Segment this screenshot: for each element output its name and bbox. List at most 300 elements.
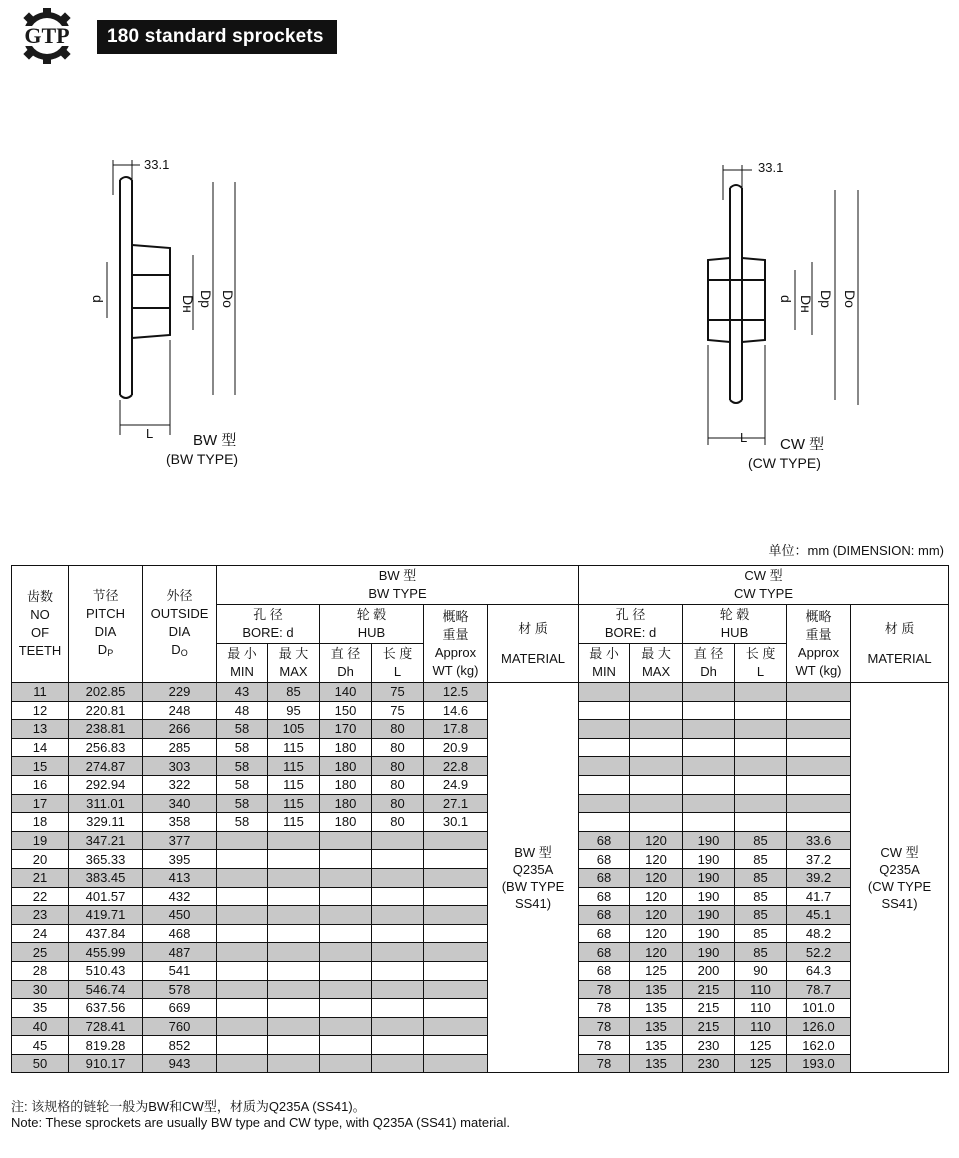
- table-cell: 413: [143, 868, 217, 887]
- header-bw-bore-max: 最 大 MAX: [268, 644, 320, 683]
- table-cell: [217, 1054, 268, 1073]
- table-cell: 80: [372, 775, 424, 794]
- table-cell: 37.2: [787, 850, 851, 869]
- logo-text: GTP: [24, 23, 70, 48]
- table-cell: 85: [735, 924, 787, 943]
- table-cell: [320, 831, 372, 850]
- table-cell: 48.2: [787, 924, 851, 943]
- header-cw-bore-min: 最 小 MIN: [579, 644, 630, 683]
- table-cell: 274.87: [69, 757, 143, 776]
- table-cell: 115: [268, 775, 320, 794]
- bw-label-dp: Dp: [198, 290, 214, 308]
- table-cell: 68: [579, 906, 630, 925]
- table-row: [12, 701, 949, 720]
- table-cell: 58: [217, 738, 268, 757]
- table-cell: 85: [268, 683, 320, 702]
- spec-table-body: [12, 683, 949, 1073]
- table-cell: 541: [143, 961, 217, 980]
- table-row: [12, 720, 949, 739]
- table-cell: 135: [630, 980, 683, 999]
- table-cell: 24: [12, 924, 69, 943]
- table-cell: 33.6: [787, 831, 851, 850]
- page-title: 180 standard sprockets: [97, 20, 337, 54]
- table-cell: [424, 980, 488, 999]
- cw-label-d: d: [778, 295, 794, 303]
- table-cell: [268, 887, 320, 906]
- table-cell: [579, 683, 630, 702]
- table-cell: 40: [12, 1017, 69, 1036]
- header-cw-weight: 概略 重量 Approx WT (kg): [787, 605, 851, 683]
- table-cell: 432: [143, 887, 217, 906]
- sprocket-spec-table: [11, 565, 949, 1073]
- table-cell: 190: [683, 850, 735, 869]
- table-cell: [320, 961, 372, 980]
- table-cell: [268, 850, 320, 869]
- table-cell: 238.81: [69, 720, 143, 739]
- table-cell: 135: [630, 1054, 683, 1073]
- header-bw-group: BW 型 BW TYPE: [217, 566, 579, 605]
- table-cell: 180: [320, 738, 372, 757]
- table-row: [12, 961, 949, 980]
- table-cell: [320, 887, 372, 906]
- table-row: [12, 794, 949, 813]
- table-cell: 14: [12, 738, 69, 757]
- table-cell: 120: [630, 850, 683, 869]
- header-bw-weight: 概略 重量 Approx WT (kg): [424, 605, 488, 683]
- table-cell: 140: [320, 683, 372, 702]
- table-cell: 22.8: [424, 757, 488, 776]
- table-cell: 229: [143, 683, 217, 702]
- table-cell: 230: [683, 1054, 735, 1073]
- table-cell: 41.7: [787, 887, 851, 906]
- table-row: [12, 813, 949, 832]
- table-cell: 377: [143, 831, 217, 850]
- table-cell: 64.3: [787, 961, 851, 980]
- table-cell: [320, 980, 372, 999]
- table-row: [12, 831, 949, 850]
- table-cell: 256.83: [69, 738, 143, 757]
- table-cell: 75: [372, 683, 424, 702]
- table-cell: 12.5: [424, 683, 488, 702]
- table-cell: [320, 868, 372, 887]
- table-cell: [787, 738, 851, 757]
- bw-label-d: d: [90, 295, 106, 303]
- table-cell: 21: [12, 868, 69, 887]
- table-cell: 43: [217, 683, 268, 702]
- table-cell: [217, 961, 268, 980]
- table-row: [12, 924, 949, 943]
- table-cell: [268, 961, 320, 980]
- table-cell: 115: [268, 738, 320, 757]
- table-cell: 27.1: [424, 794, 488, 813]
- header-bw-hub: 轮 毂 HUB: [320, 605, 424, 644]
- table-cell: 20: [12, 850, 69, 869]
- bw-caption-cn: BW 型: [193, 432, 237, 449]
- table-cell: 819.28: [69, 1036, 143, 1055]
- table-cell: 48: [217, 701, 268, 720]
- table-cell: [372, 887, 424, 906]
- table-cell: 50: [12, 1054, 69, 1073]
- table-cell: [372, 1036, 424, 1055]
- table-cell: [630, 683, 683, 702]
- bw-label-l: L: [146, 426, 154, 441]
- table-cell: [683, 813, 735, 832]
- table-cell: [579, 775, 630, 794]
- table-cell: [320, 1036, 372, 1055]
- table-cell: [424, 850, 488, 869]
- table-cell: 135: [630, 1036, 683, 1055]
- table-cell: 248: [143, 701, 217, 720]
- table-cell: 95: [268, 701, 320, 720]
- table-row: [12, 943, 949, 962]
- cw-type-drawing: [700, 150, 920, 480]
- table-cell: [735, 757, 787, 776]
- table-cell: [579, 813, 630, 832]
- table-cell: 68: [579, 831, 630, 850]
- table-cell: 15: [12, 757, 69, 776]
- table-cell: [217, 1017, 268, 1036]
- table-cell: 200: [683, 961, 735, 980]
- table-cell: 125: [735, 1036, 787, 1055]
- table-cell: 450: [143, 906, 217, 925]
- table-cell: [683, 775, 735, 794]
- gtp-logo: [10, 8, 84, 64]
- table-cell: 68: [579, 961, 630, 980]
- table-cell: [372, 980, 424, 999]
- table-cell: 230: [683, 1036, 735, 1055]
- table-cell: 340: [143, 794, 217, 813]
- table-cell: 30.1: [424, 813, 488, 832]
- table-cell: 68: [579, 850, 630, 869]
- table-cell: [630, 757, 683, 776]
- table-cell: 347.21: [69, 831, 143, 850]
- table-cell: [787, 794, 851, 813]
- table-cell: 16: [12, 775, 69, 794]
- bw-label-dh: Dн: [180, 295, 196, 313]
- bw-caption-en: (BW TYPE): [166, 451, 239, 467]
- table-cell: 852: [143, 1036, 217, 1055]
- table-cell: [372, 906, 424, 925]
- table-row: [12, 1017, 949, 1036]
- table-cell: [630, 701, 683, 720]
- table-cell: [683, 720, 735, 739]
- table-row: [12, 738, 949, 757]
- table-cell: 180: [320, 794, 372, 813]
- header-cw-hub-dia: 直 径 Dh: [683, 644, 735, 683]
- table-cell: 120: [630, 887, 683, 906]
- header-cw-material: 材 质 MATERIAL: [851, 605, 949, 683]
- table-cell: 85: [735, 906, 787, 925]
- table-cell: 90: [735, 961, 787, 980]
- table-row: [12, 1036, 949, 1055]
- table-cell: 329.11: [69, 813, 143, 832]
- note-chinese: 注: 该规格的链轮一般为BW和CW型，材质为Q235A (SS41)。: [11, 1099, 366, 1114]
- table-cell: [787, 701, 851, 720]
- table-cell: [217, 906, 268, 925]
- table-cell: 135: [630, 1017, 683, 1036]
- table-cell: [268, 1054, 320, 1073]
- table-cell: [735, 701, 787, 720]
- table-cell: [372, 999, 424, 1018]
- table-cell: [683, 701, 735, 720]
- cw-label-dp: Dp: [818, 290, 834, 308]
- table-cell: 45.1: [787, 906, 851, 925]
- table-cell: [787, 683, 851, 702]
- table-cell: 292.94: [69, 775, 143, 794]
- table-cell: 120: [630, 943, 683, 962]
- table-cell: 190: [683, 831, 735, 850]
- table-cell: [735, 720, 787, 739]
- table-cell: [320, 999, 372, 1018]
- table-cell: 358: [143, 813, 217, 832]
- cw-label-do: Do: [842, 290, 858, 308]
- table-cell: 190: [683, 868, 735, 887]
- table-cell: 193.0: [787, 1054, 851, 1073]
- table-cell: 401.57: [69, 887, 143, 906]
- header-pitch-dia: 节径 PITCH DIA $D_P$: [69, 566, 143, 683]
- table-cell: [424, 906, 488, 925]
- table-cell: 115: [268, 794, 320, 813]
- table-row: [12, 906, 949, 925]
- table-cell: [268, 906, 320, 925]
- table-cell: 383.45: [69, 868, 143, 887]
- table-cell: 78: [579, 999, 630, 1018]
- table-cell: 78.7: [787, 980, 851, 999]
- table-cell: [217, 980, 268, 999]
- table-cell: 110: [735, 1017, 787, 1036]
- table-cell: 170: [320, 720, 372, 739]
- table-cell: [372, 961, 424, 980]
- table-cell: [424, 1017, 488, 1036]
- table-cell: 13: [12, 720, 69, 739]
- table-cell: [372, 850, 424, 869]
- table-cell: [424, 887, 488, 906]
- table-cell: 468: [143, 924, 217, 943]
- table-cell: [320, 1017, 372, 1036]
- note-english: Note: These sprockets are usually BW type and CW type, with Q235A (SS41) material.: [11, 1115, 511, 1130]
- table-cell: 68: [579, 943, 630, 962]
- table-cell: 578: [143, 980, 217, 999]
- table-cell: 39.2: [787, 868, 851, 887]
- table-cell: 101.0: [787, 999, 851, 1018]
- header-teeth: 齿数 NO OF TEETH: [12, 566, 69, 683]
- header-cw-group: CW 型 CW TYPE: [579, 566, 949, 605]
- bw-dim-top: 33.1: [144, 157, 170, 172]
- table-cell: [424, 831, 488, 850]
- table-cell: 365.33: [69, 850, 143, 869]
- table-cell: 120: [630, 831, 683, 850]
- table-cell: [630, 813, 683, 832]
- table-cell: 455.99: [69, 943, 143, 962]
- table-row: [12, 1054, 949, 1073]
- table-cell: [217, 850, 268, 869]
- table-row: [12, 999, 949, 1018]
- table-cell: 80: [372, 720, 424, 739]
- table-cell: 78: [579, 980, 630, 999]
- header-cw-bore: 孔 径 BORE: d: [579, 605, 683, 644]
- table-cell: 58: [217, 813, 268, 832]
- table-cell: [735, 813, 787, 832]
- table-cell: 115: [268, 757, 320, 776]
- table-row: [12, 868, 949, 887]
- table-cell: 25: [12, 943, 69, 962]
- header-cw-hub: 轮 毂 HUB: [683, 605, 787, 644]
- table-cell: 126.0: [787, 1017, 851, 1036]
- table-cell: [217, 868, 268, 887]
- table-cell: [268, 831, 320, 850]
- table-cell: 78: [579, 1054, 630, 1073]
- table-cell: 180: [320, 757, 372, 776]
- table-cell: 80: [372, 738, 424, 757]
- table-cell: 215: [683, 980, 735, 999]
- table-cell: 85: [735, 850, 787, 869]
- bw-type-drawing: [80, 150, 300, 480]
- table-cell: [787, 757, 851, 776]
- table-cell: [630, 794, 683, 813]
- table-cell: 18: [12, 813, 69, 832]
- table-cell: [320, 906, 372, 925]
- table-cell: 728.41: [69, 1017, 143, 1036]
- table-cell: 14.6: [424, 701, 488, 720]
- table-cell: [372, 943, 424, 962]
- table-cell: [217, 831, 268, 850]
- table-cell: 17.8: [424, 720, 488, 739]
- table-cell: 285: [143, 738, 217, 757]
- table-cell: 68: [579, 868, 630, 887]
- table-cell: 58: [217, 794, 268, 813]
- table-cell: 17: [12, 794, 69, 813]
- table-cell: 180: [320, 775, 372, 794]
- cw-caption-en: (CW TYPE): [748, 455, 821, 471]
- table-cell: [268, 999, 320, 1018]
- table-cell: 28: [12, 961, 69, 980]
- header-bw-bore-min: 最 小 MIN: [217, 644, 268, 683]
- table-row: [12, 850, 949, 869]
- table-row: [12, 775, 949, 794]
- table-cell: 546.74: [69, 980, 143, 999]
- table-cell: [424, 924, 488, 943]
- table-cell: [372, 868, 424, 887]
- table-cell: 190: [683, 906, 735, 925]
- table-cell: 162.0: [787, 1036, 851, 1055]
- table-cell: [424, 999, 488, 1018]
- table-cell: [320, 943, 372, 962]
- table-cell: [217, 1036, 268, 1055]
- header-bw-material: 材 质 MATERIAL: [488, 605, 579, 683]
- table-cell: 35: [12, 999, 69, 1018]
- table-cell: [424, 868, 488, 887]
- table-cell: 85: [735, 887, 787, 906]
- table-cell: [424, 961, 488, 980]
- unit-label: 单位：mm (DIMENSION: mm): [768, 543, 944, 558]
- table-cell: [320, 1054, 372, 1073]
- table-cell: 20.9: [424, 738, 488, 757]
- table-cell: 125: [735, 1054, 787, 1073]
- table-cell: [579, 738, 630, 757]
- table-cell: [630, 738, 683, 757]
- table-cell: 419.71: [69, 906, 143, 925]
- table-cell: 30: [12, 980, 69, 999]
- table-cell: [320, 850, 372, 869]
- cw-dim-top: 33.1: [758, 160, 784, 175]
- table-cell: [372, 831, 424, 850]
- table-cell: 80: [372, 813, 424, 832]
- table-cell: 190: [683, 887, 735, 906]
- table-cell: [424, 943, 488, 962]
- table-cell: 669: [143, 999, 217, 1018]
- table-cell: [630, 720, 683, 739]
- table-cell: 24.9: [424, 775, 488, 794]
- table-cell: [268, 924, 320, 943]
- header-bw-hub-len: 长 度 L: [372, 644, 424, 683]
- table-cell: [735, 738, 787, 757]
- table-cell: [787, 720, 851, 739]
- header-bw-bore: 孔 径 BORE: d: [217, 605, 320, 644]
- table-cell: 78: [579, 1017, 630, 1036]
- table-cell: 78: [579, 1036, 630, 1055]
- table-cell: 202.85: [69, 683, 143, 702]
- table-cell: 910.17: [69, 1054, 143, 1073]
- cw-material-cell: CW 型 Q235A (CW TYPE SS41): [851, 683, 949, 1073]
- cw-label-dh: Dн: [798, 295, 814, 313]
- table-cell: [787, 775, 851, 794]
- table-cell: [579, 757, 630, 776]
- bw-label-do: Do: [220, 290, 236, 308]
- table-cell: 19: [12, 831, 69, 850]
- table-cell: 23: [12, 906, 69, 925]
- table-cell: [683, 794, 735, 813]
- table-cell: 215: [683, 999, 735, 1018]
- table-cell: 487: [143, 943, 217, 962]
- cw-label-l: L: [740, 430, 748, 445]
- table-cell: 11: [12, 683, 69, 702]
- table-cell: 322: [143, 775, 217, 794]
- table-cell: 150: [320, 701, 372, 720]
- table-cell: [787, 813, 851, 832]
- table-cell: [268, 1036, 320, 1055]
- table-cell: [217, 924, 268, 943]
- bw-material-cell: BW 型 Q235A (BW TYPE SS41): [488, 683, 579, 1073]
- table-cell: [735, 775, 787, 794]
- table-cell: 110: [735, 980, 787, 999]
- table-cell: 760: [143, 1017, 217, 1036]
- table-cell: 120: [630, 906, 683, 925]
- table-cell: 190: [683, 943, 735, 962]
- table-cell: [268, 868, 320, 887]
- table-cell: 58: [217, 757, 268, 776]
- table-cell: [424, 1036, 488, 1055]
- table-cell: 266: [143, 720, 217, 739]
- table-cell: 58: [217, 775, 268, 794]
- table-cell: [683, 738, 735, 757]
- table-cell: 58: [217, 720, 268, 739]
- table-cell: [372, 1054, 424, 1073]
- table-cell: [683, 757, 735, 776]
- table-row: [12, 980, 949, 999]
- table-cell: [579, 794, 630, 813]
- table-cell: 135: [630, 999, 683, 1018]
- table-cell: [268, 1017, 320, 1036]
- table-cell: [424, 1054, 488, 1073]
- table-cell: 68: [579, 924, 630, 943]
- table-cell: [268, 980, 320, 999]
- table-cell: 311.01: [69, 794, 143, 813]
- table-cell: 120: [630, 924, 683, 943]
- table-cell: 125: [630, 961, 683, 980]
- table-cell: 215: [683, 1017, 735, 1036]
- table-cell: 85: [735, 868, 787, 887]
- table-cell: [579, 720, 630, 739]
